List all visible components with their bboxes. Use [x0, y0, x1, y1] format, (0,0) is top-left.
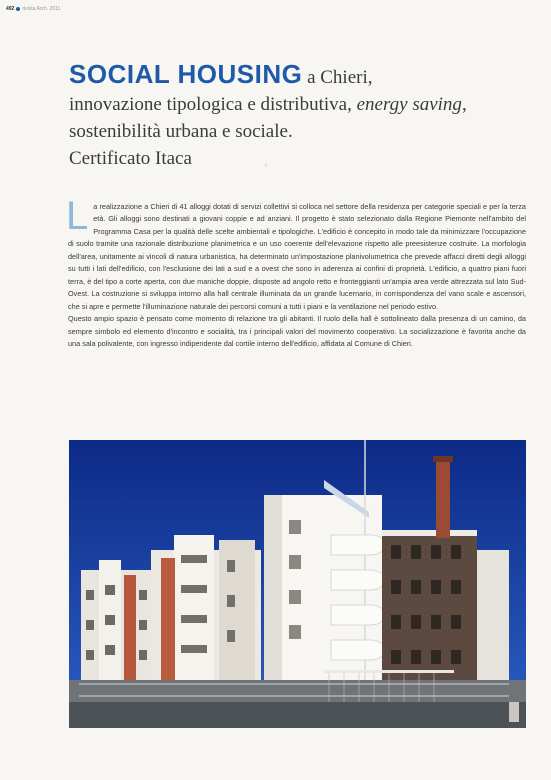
- article-headline: [69, 61, 469, 172]
- headline-part3: , sostenibilità urbana e sociale.: [69, 94, 467, 142]
- body-paragraph-2: Questo ampio spazio è pensato come momento di relazione tra gli abitanti. Il ruolo della hall è sottolineato dalla presenza di un camino, da sempre simbolo ed elemento d'incontro e socialità, tra i principali valori del movimento cooperativo. La socializzazione è favorita anche da una sala polivalente, con ingresso indipendente dal cortile interno dell'edificio, affidata al Comune di Chieri.: [68, 314, 526, 348]
- folio-dot-icon: [16, 7, 20, 11]
- drop-cap: L: [66, 194, 89, 238]
- decorative-mark: •: [265, 164, 267, 169]
- page-number: 492: [6, 6, 15, 12]
- page-folio: [6, 6, 60, 12]
- folio-section: rivista Arch. 2011: [22, 6, 61, 12]
- headline-certification: Certificato Itaca: [69, 148, 192, 169]
- paragraph-1-text: a realizzazione a Chieri di 41 alloggi dotati di servizi collettivi si colloca nel settore della residenza per categorie speciali e per la terza età. Gli alloggi sono destinati a giovani coppie e ad anziani. Il progetto è stato selezionato dalla Regione Piemonte nell'ambito del Programma Casa per la qualità delle scelte ambientali e tipologiche. L'edificio è concepito in modo tale da minimizzare l'occupazione di suolo tramite una razionale distribuzione planimetrica e un uso coerente dell'elevazione rispetto alle preesistenze costruite. La morfologia dell'area, unitamente ai vincoli di natura urbanistica, ha determinato un'impostazione planivolumetrica che prevede affacci diretti degli alloggi su tutti i lati dell'edificio, con l'esclusione dei lati a sud e a ovest che sono in aderenza ai confini di proprietà. L'edificio, a quattro piani fuori terra, è del tipo a corte aperta, con due maniche doppie, disposte ad angolo retto e fronteggianti un'ampia area verde attrezzata sul lato Sud-Ovest. La costruzione si sviluppa intorno alla hall centrale illuminata da un grande lucernario, in corrispondenza del vano scale e ascensori, che si apre e permette l'illuminazione naturale dei percorsi comuni a tutti i piani e la ventilazione nel periodo estivo.: [68, 202, 526, 311]
- article-body: [66, 194, 526, 350]
- building-photo-illustration: [69, 440, 526, 728]
- headline-kicker: SOCIAL HOUSING: [69, 59, 303, 89]
- headline-part1: a Chieri,: [302, 67, 373, 88]
- headline-emphasis: energy saving: [356, 94, 462, 115]
- headline-part2: innovazione tipologica e distributiva,: [69, 94, 357, 115]
- building-photo: [69, 440, 526, 728]
- body-paragraph-1: [66, 194, 526, 313]
